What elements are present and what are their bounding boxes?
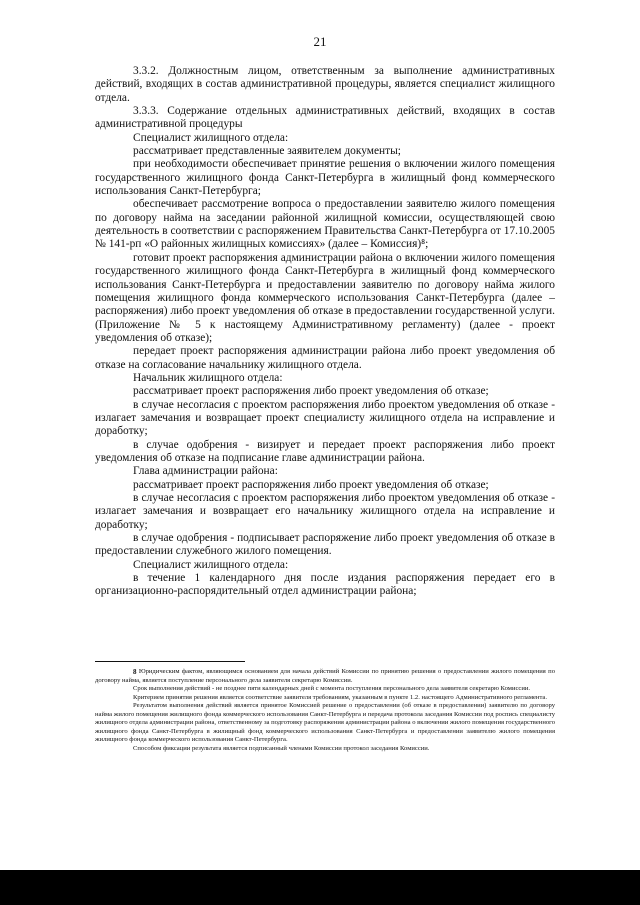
paragraph: Глава администрации района: [133, 465, 278, 478]
paragraph: обеспечивает рассмотрение вопроса о предоставлении заявителю жилого помещения по договору найма на заседании районной жилищной комиссии, осуществляющей свою деятельность в соответствии с распоряжением Правительства Санкт-Петербурга от 17.10.2005 № 141-рп «О районных жилищных комиссиях» (далее – Комиссия)⁸; [95, 198, 555, 251]
scan-bottom-band [0, 870, 640, 905]
paragraph: рассматривает проект распоряжения либо проект уведомления об отказе; [133, 478, 489, 491]
paragraph: 3.3.2. Должностным лицом, ответственным за выполнение административных действий, входящих в состав административной процедуры, является специалист жилищного отдела. [95, 65, 555, 104]
paragraph: в случае несогласия с проектом распоряжения либо проектом уведомления об отказе - излагает замечания и возвращает проект специалисту жилищного отдела на исправление и доработку; [95, 398, 555, 438]
paragraph: в случае одобрения - подписывает распоряжение либо проект уведомления об отказе в предоставлении служебного жилого помещения. [95, 532, 555, 558]
paragraph: при необходимости обеспечивает принятие решения о включении жилого помещения государственного жилищного фонда Санкт-Петербурга в жилищный фонд коммерческого использования Санкт-Петербурга; [95, 158, 555, 198]
paragraph: в случае несогласия с проектом распоряжения либо проектом уведомления об отказе - излагает замечания и возвращает его начальнику жилищного отдела на исправление и доработку; [95, 492, 555, 531]
paragraph: передает проект распоряжения администрации района либо проект уведомления об отказе на согласование начальнику жилищного отдела. [95, 345, 555, 371]
footnote-paragraph: Результатом выполнения действий является принятое Комиссией решение о предоставлении (об отказе в предоставлении) заявителю по договору найма жилого помещения жилищного фонда коммерческого использования Санкт-Петербурга и передача протокола заседания Комиссии под роспись специалисту жилищного отдела администрации района, ответственному за подготовку распоряжения администрации района о включении жилого помещения государственного жилищного фонда Санкт-Петербурга в жилищный фонд коммерческого использования Санкт-Петербурга и предоставлении заявителю жилого помещения жилищного фонда коммерческого использования Санкт-Петербурга. [95, 702, 555, 743]
footnote-marker: 8 [133, 668, 137, 676]
paragraph: рассматривает проект распоряжения либо проект уведомления об отказе; [133, 385, 489, 398]
paragraph: в течение 1 календарного дня после издания распоряжения передает его в организационно-распорядительный отдел администрации района; [95, 572, 555, 598]
footnotes [95, 668, 555, 753]
body-text [95, 65, 555, 599]
footnote-paragraph: Способом фиксации результата является подписанный членами Комиссии протокол заседания Комиссии. [133, 744, 430, 752]
footnote-paragraph: Срок выполнения действий - не позднее пяти календарных дней с момента поступления персонального дела заявителя секретарю Комиссии. [133, 685, 531, 692]
paragraph: 3.3.3. Содержание отдельных административных действий, входящих в состав административной процедуры [95, 105, 555, 131]
paragraph: готовит проект распоряжения администрации района о включении жилого помещения государственного жилищного фонда Санкт-Петербурга в жилищный фонд коммерческого использования Санкт-Петербурга и предоставлении заявителю по договору найма жилого помещения жилищного фонда коммерческого использования Санкт-Петербурга (далее – распоряжения) либо проект уведомления об отказе в предоставлении государственной услуги. (Приложение № 5 к настоящему Административному регламенту) (далее - проект уведомления об отказе); [95, 251, 555, 344]
footnote-text: Юридическим фактом, являющимся основанием для начала действий Комиссии по принятию решения о предоставлении жилого помещения по договору найма, является поступление персонального дела заявителя секретарю Комиссии. [95, 668, 555, 684]
paragraph: Начальник жилищного отдела: [133, 371, 283, 384]
paragraph: в случае одобрения - визирует и передает проект распоряжения либо проект уведомления об отказе на подписание главе администрации района. [95, 438, 555, 464]
paragraph: Специалист жилищного отдела: [133, 558, 289, 571]
paragraph: Специалист жилищного отдела: [133, 131, 289, 144]
page-number: 21 [313, 34, 327, 49]
paragraph: рассматривает представленные заявителем документы; [133, 145, 401, 158]
footnote-divider [95, 661, 245, 662]
footnote-paragraph [95, 668, 555, 685]
footnote-paragraph: Критерием принятия решения является соответствие заявителя требованиям, указанным в пункте 1.2. настоящего Административного регламента. [133, 693, 547, 701]
